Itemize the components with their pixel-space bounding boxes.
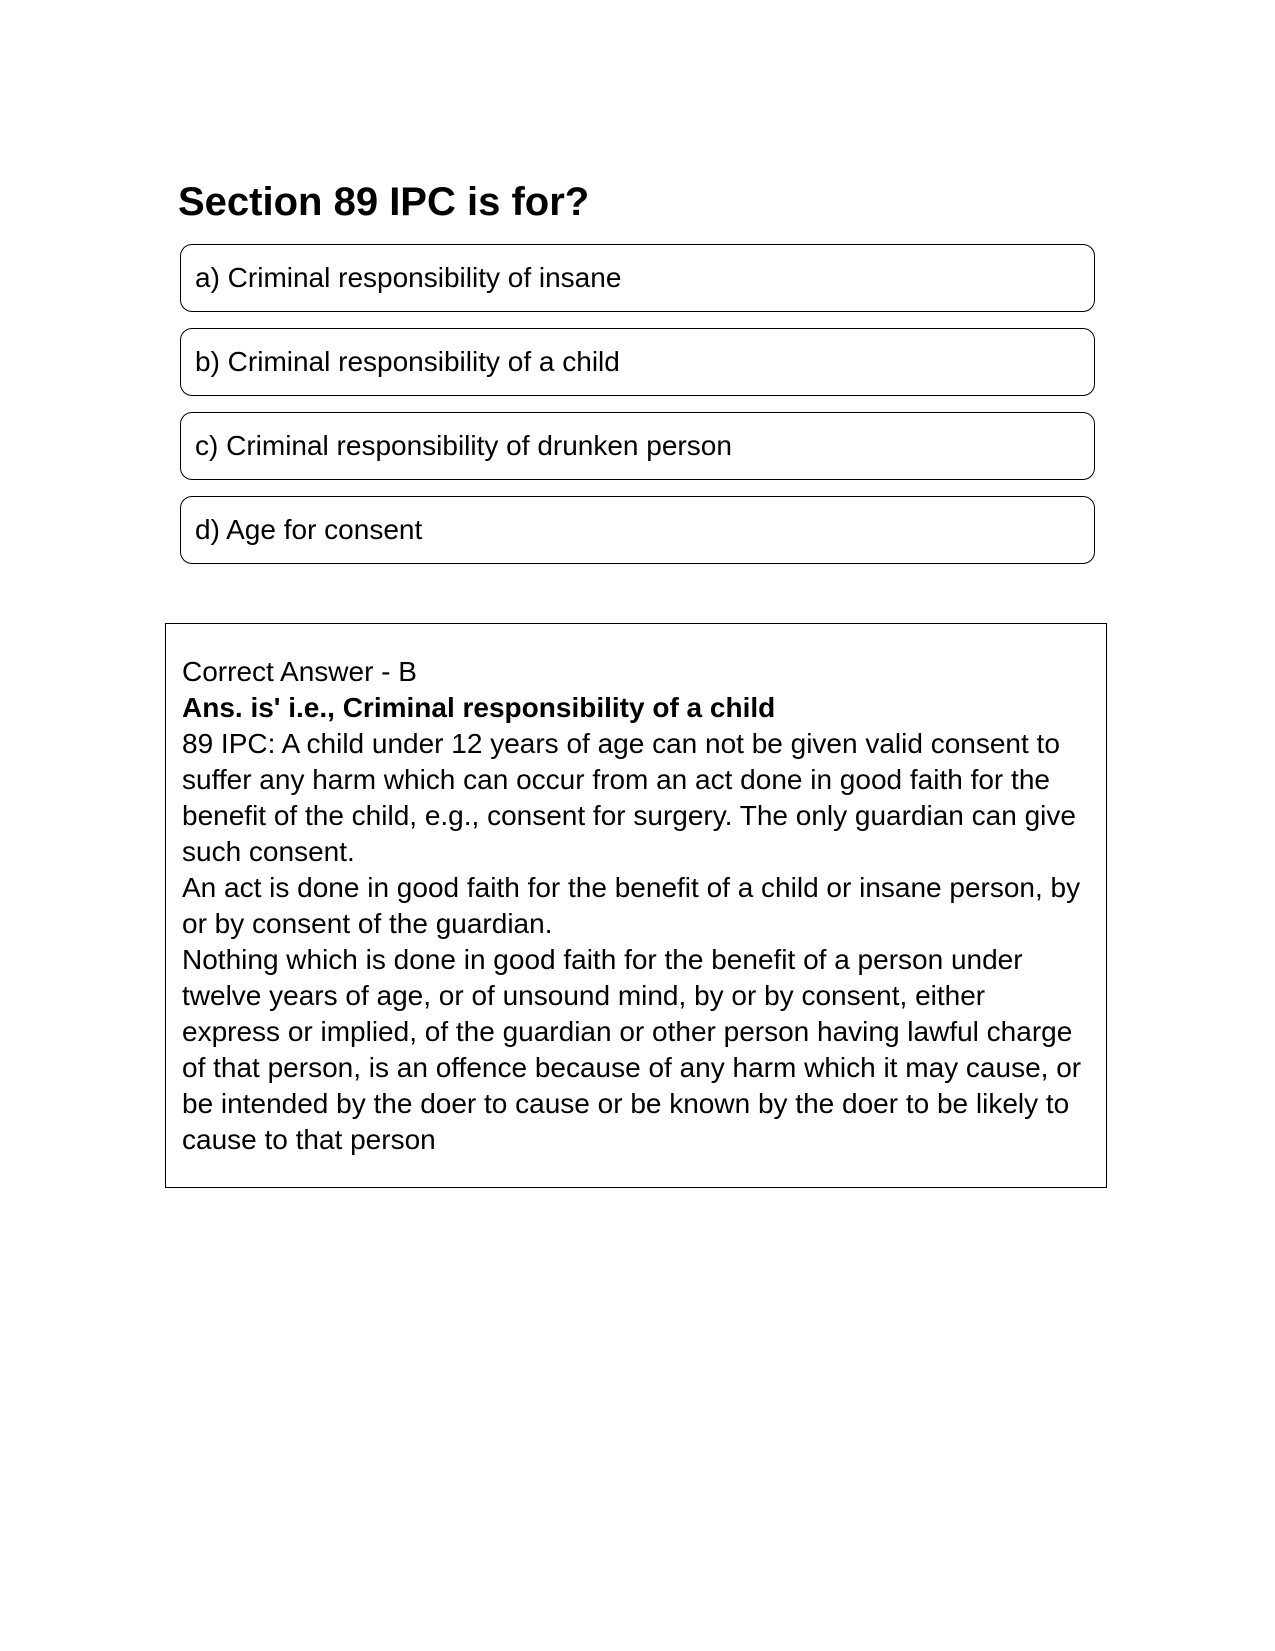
explanation-paragraph: An act is done in good faith for the benefit of a child or insane person, by or by consent of the guardian. (182, 872, 1081, 939)
answer-heading: Ans. is' i.e., Criminal responsibility of a child (182, 692, 776, 723)
option-a[interactable]: a) Criminal responsibility of insane (180, 244, 1095, 312)
options-list (180, 244, 1095, 580)
option-b[interactable]: b) Criminal responsibility of a child (180, 328, 1095, 396)
explanation-paragraph: 89 IPC: A child under 12 years of age can not be given valid consent to suffer any harm which can occur from an act done in good faith for the benefit of the child, e.g., consent for surgery. The only guardian can give such consent. (182, 728, 1076, 867)
explanation-paragraph: Nothing which is done in good faith for the benefit of a person under twelve years of age, or of unsound mind, by or by consent, either express or implied, of the guardian or other person having lawful charge of that person, is an offence because of any harm which it may cause, or be intended by the doer to cause or be known by the doer to be likely to cause to that person (182, 944, 1082, 1155)
question-title: Section 89 IPC is for? (178, 180, 590, 224)
correct-answer-label: Correct Answer - B (182, 656, 417, 687)
option-d[interactable]: d) Age for consent (180, 496, 1095, 564)
option-c[interactable]: c) Criminal responsibility of drunken person (180, 412, 1095, 480)
answer-explanation-box (165, 623, 1107, 1188)
